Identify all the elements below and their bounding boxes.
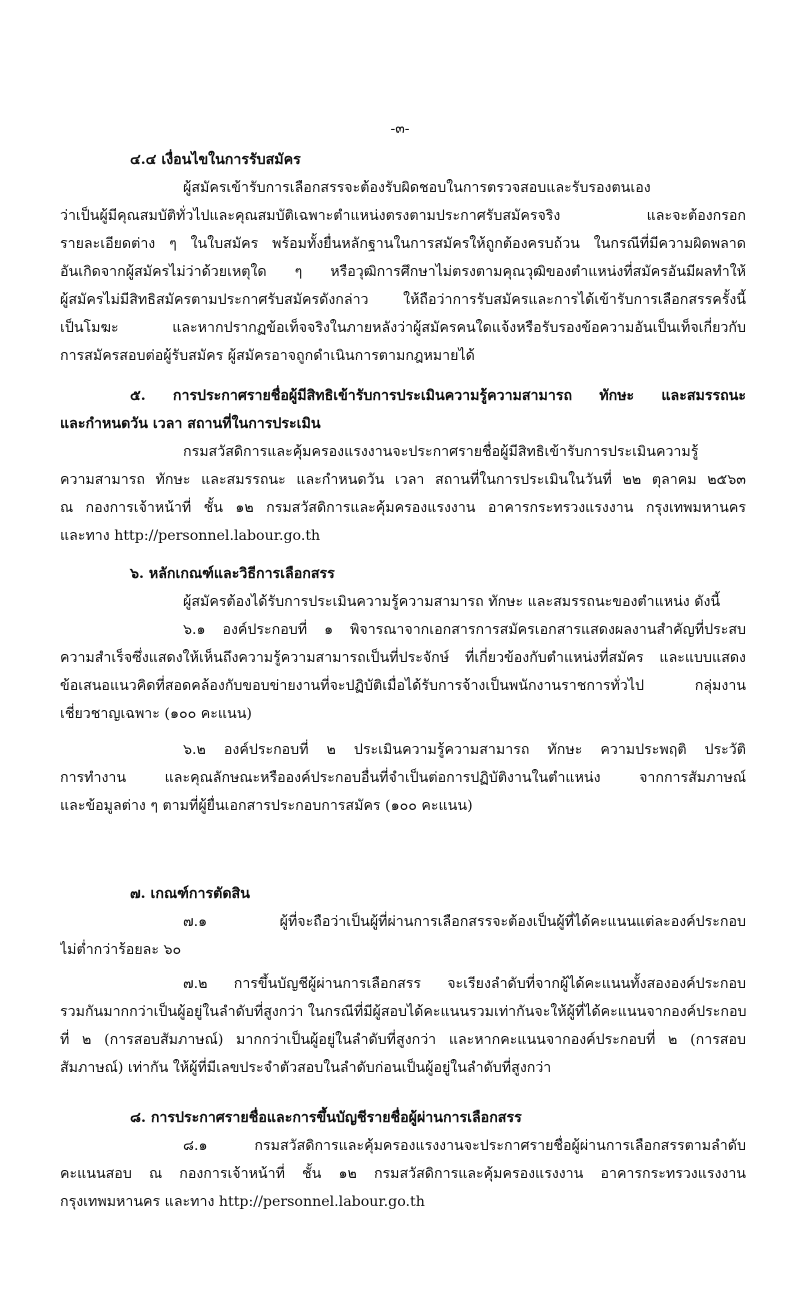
item-7-2-line: ๗.๒ การขึ้นบัญชีผู้ผ่านการเลือกสรร จะเรียงลำดับที่จากผู้ได้คะแนนทั้งสององค์ประกอบ: [183, 976, 746, 992]
item-6-2-line: ๖.๒ องค์ประกอบที่ ๒ ประเมินความรู้ความสามารถ ทักษะ ความประพฤติ ประวัติ: [183, 742, 746, 758]
section-8: [60, 1104, 746, 1216]
paragraph-line: ผู้สมัครต้องได้รับการประเมินความรู้ความสามารถ ทักษะ และสมรรถนะของตำแหน่ง ดังนี้: [183, 594, 721, 610]
item-7-1-line: ๗.๑ ผู้ที่จะถือว่าเป็นผู้ที่ผ่านการเลือกสรรจะต้องเป็นผู้ที่ได้คะแนนแต่ละองค์ประกอบ: [183, 914, 746, 930]
item-6-1-line: ข้อเสนอแนวคิดที่สอดคล้องกับขอบข่ายงานที่จะปฏิบัติเมื่อได้รับการจ้างเป็นพนักงานราชการทั่วไป กลุ่มงาน: [60, 678, 746, 694]
paragraph-line: รายละเอียดต่าง ๆ ในใบสมัคร พร้อมทั้งยื่นหลักฐานในการสมัครให้ถูกต้องครบถ้วน ในกรณีที่มีความผิดพลาด: [60, 236, 746, 252]
paragraph-line: ณ กองการเจ้าหน้าที่ ชั้น ๑๒ กรมสวัสดิการและคุ้มครองแรงงาน อาคารกระทรวงแรงงาน กรุงเทพมหานคร: [60, 500, 746, 516]
page-number: -๓-: [390, 121, 410, 137]
item-7-1-line: ไม่ต่ำกว่าร้อยละ ๖๐: [60, 942, 182, 958]
section-heading: ๖. หลักเกณฑ์และวิธีการเลือกสรร: [130, 566, 335, 582]
paragraph-line: ผู้สมัครไม่มีสิทธิสมัครตามประกาศรับสมัครดังกล่าว ให้ถือว่าการรับสมัครและการได้เข้ารับการเลือกสรรครั้งนี้: [60, 292, 746, 308]
item-7-2-line: ที่ ๒ (การสอบสัมภาษณ์) มากกว่าเป็นผู้อยู่ในลำดับที่สูงกว่า และหากคะแนนจากองค์ประกอบที่ ๒ (การสอบ: [60, 1032, 746, 1048]
item-8-1-line: ๘.๑ กรมสวัสดิการและคุ้มครองแรงงานจะประกาศรายชื่อผู้ผ่านการเลือกสรรตามลำดับ: [183, 1138, 746, 1154]
item-6-1-line: ความสำเร็จซึ่งแสดงให้เห็นถึงความรู้ความสามารถเป็นที่ประจักษ์ ที่เกี่ยวข้องกับตำแหน่งที่สมัคร และแบบแสดง: [60, 650, 746, 666]
paragraph-line: อันเกิดจากผู้สมัครไม่ว่าด้วยเหตุใด ๆ หรือวุฒิการศึกษาไม่ตรงตามคุณวุฒิของตำแหน่งที่สมัครอันมีผลทำให้: [60, 264, 746, 280]
item-7-2-line: รวมกันมากกว่าเป็นผู้อยู่ในลำดับที่สูงกว่า ในกรณีที่มีผู้สอบได้คะแนนรวมเท่ากันจะให้ผู้ที่ได้คะแนนจากองค์ประกอบ: [60, 1004, 746, 1020]
section-heading: ๔.๔ เงื่อนไขในการรับสมัคร: [130, 152, 301, 168]
paragraph-line: และทาง http://personnel.labour.go.th: [60, 528, 321, 544]
section-4-4: [60, 146, 746, 370]
section-heading: ๕. การประกาศรายชื่อผู้มีสิทธิเข้ารับการประเมินความรู้ความสามารถ ทักษะ และสมรรถนะ: [130, 388, 746, 404]
section-heading-continued: และกำหนดวัน เวลา สถานที่ในการประเมิน: [60, 416, 321, 432]
section-7: [60, 880, 746, 1082]
item-7-2-line: สัมภาษณ์) เท่ากัน ให้ผู้ที่มีเลขประจำตัวสอบในลำดับก่อนเป็นผู้อยู่ในลำดับที่สูงกว่า: [60, 1060, 552, 1076]
item-8-1-line: กรุงเทพมหานคร และทาง http://personnel.labour.go.th: [60, 1194, 425, 1210]
section-6: [60, 560, 746, 820]
paragraph-line: การสมัครสอบต่อผู้รับสมัคร ผู้สมัครอาจถูกดำเนินการตามกฎหมายได้: [60, 348, 475, 364]
item-6-1-line: ๖.๑ องค์ประกอบที่ ๑ พิจารณาจากเอกสารการสมัครเอกสารแสดงผลงานสำคัญที่ประสบ: [183, 622, 746, 638]
paragraph-line: ว่าเป็นผู้มีคุณสมบัติทั่วไปและคุณสมบัติเฉพาะตำแหน่งตรงตามประกาศรับสมัครจริง และจะต้องกรอก: [60, 208, 746, 224]
section-5: [60, 382, 746, 550]
item-6-2-line: และข้อมูลต่าง ๆ ตามที่ผู้ยื่นเอกสารประกอบการสมัคร (๑๐๐ คะแนน): [60, 798, 473, 814]
section-heading: ๘. การประกาศรายชื่อและการขึ้นบัญชีรายชื่อผู้ผ่านการเลือกสรร: [130, 1110, 522, 1126]
paragraph-line: เป็นโมฆะ และหากปรากฏข้อเท็จจริงในภายหลังว่าผู้สมัครคนใดแจ้งหรือรับรองข้อความอันเป็นเท็จเกี่ยวกับ: [60, 320, 746, 336]
paragraph-line: กรมสวัสดิการและคุ้มครองแรงงานจะประกาศรายชื่อผู้มีสิทธิเข้ารับการประเมินความรู้: [183, 444, 699, 460]
item-8-1-line: คะแนนสอบ ณ กองการเจ้าหน้าที่ ชั้น ๑๒ กรมสวัสดิการและคุ้มครองแรงงาน อาคารกระทรวงแรงงาน: [60, 1166, 746, 1182]
section-heading: ๗. เกณฑ์การตัดสิน: [130, 886, 250, 902]
paragraph-line: ผู้สมัครเข้ารับการเลือกสรรจะต้องรับผิดชอบในการตรวจสอบและรับรองตนเอง: [183, 180, 651, 196]
paragraph-line: ความสามารถ ทักษะ และสมรรถนะ และกำหนดวัน เวลา สถานที่ในการประเมินในวันที่ ๒๒ ตุลาคม ๒๕๖๓: [60, 472, 746, 488]
item-6-1-line: เชี่ยวชาญเฉพาะ (๑๐๐ คะแนน): [60, 706, 252, 722]
item-6-2-line: การทำงาน และคุณลักษณะหรือองค์ประกอบอื่นที่จำเป็นต่อการปฏิบัติงานในตำแหน่ง จากการสัมภาษณ์: [60, 770, 746, 786]
